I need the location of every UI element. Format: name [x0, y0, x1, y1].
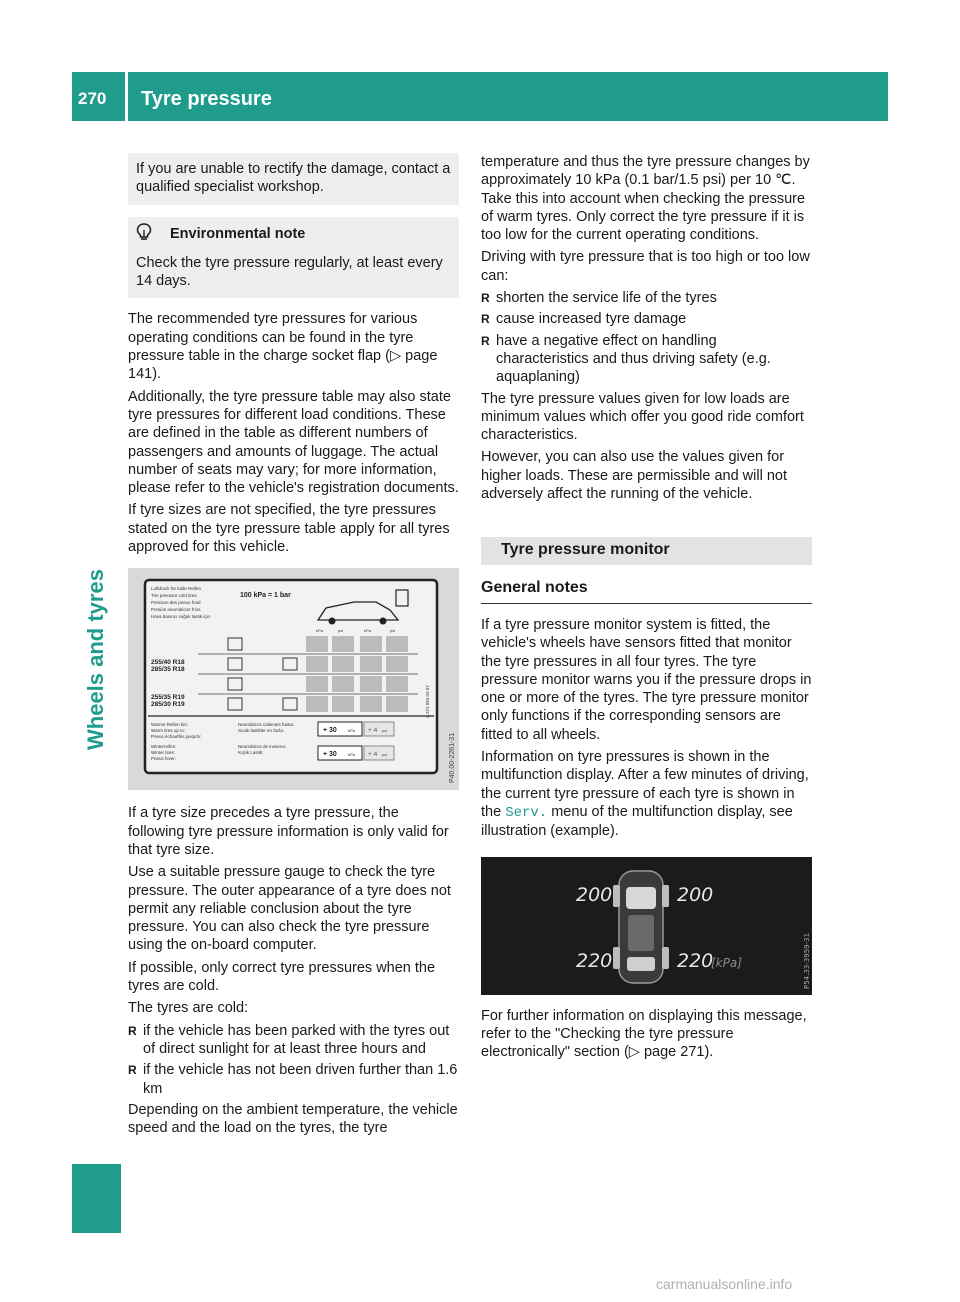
cold-line: Tire pressure cold tires [151, 593, 197, 599]
warm-line: Neumáticos calientes hasta: [238, 722, 295, 728]
unit-psi-header: psi [390, 628, 396, 634]
warm-line: Warme Reifen bis: [151, 722, 188, 728]
side-tab-label: Wheels and tyres [83, 569, 108, 750]
winter-plus-kpa: + 30 [323, 751, 337, 759]
heading-general-notes: General notes [481, 579, 812, 604]
paragraph: Additionally, the tyre pressure table may also state tyre pressures for different load conditions. These are defined in the table as different numbers of passengers and amounts of luggage. The actual number of seats may vary; for more information, please refer to the vehicle's registration documents. [128, 388, 459, 497]
list-item: R if the vehicle has not been driven further than 1.6 km [128, 1061, 459, 1098]
serv-menu-code: Serv. [505, 804, 548, 821]
cold-line: Presión neumáticos fríos [151, 607, 201, 613]
warm-line: Warm tires up to: [151, 728, 186, 734]
paragraph: If tyre sizes are not specified, the tyre pressures stated on the tyre pressure table apply for all tyres approved for this vehicle. [128, 502, 450, 556]
paragraph-text: menu of the multifunction display, see illustration (example). [481, 803, 793, 840]
paragraph: If a tyre pressure monitor system is fitted, the vehicle's wheels have sensors fitted that monitor the tyre pressures in all four tyres. The tyre pressure monitor warns you if the pressure drops in one or more of the tyres. The tyre pressure monitor only functions if the corresponding sensors are fitted to all wheels. [481, 616, 812, 743]
pressure-unit: [kPa] [711, 955, 742, 970]
paragraph: Driving with tyre pressure that is too high or too low can: [481, 249, 810, 284]
env-title: Environmental note [170, 226, 306, 243]
paragraph: If a tyre size precedes a tyre pressure, the following tyre pressure information is only valid for that tyre size. [128, 805, 449, 858]
tyre-pressure-table-figure [128, 568, 459, 790]
paragraph: For further information on displaying this message, refer to the "Checking the tyre pressure electronically" section (▷ page 271). [481, 1007, 807, 1061]
unit-psi-header: psi [338, 628, 344, 634]
cold-conditions-list [128, 1022, 459, 1098]
cold-line: Pression des pneus froid [151, 600, 201, 606]
env-title-row [136, 223, 451, 246]
side-code: A 221 584 03 07 [425, 685, 430, 719]
winter-line: Kışlık Lastik: [238, 750, 264, 756]
unit-kpa-header: kPa [364, 628, 371, 634]
multifunction-display-figure [481, 857, 812, 995]
paragraph: The recommended tyre pressures for various operating conditions can be found in the tyre pressure table in the charge socket flap (▷ page 141). [128, 311, 438, 383]
risk-list [481, 289, 812, 386]
list-item: R if the vehicle has been parked with the tyres out of direct sunlight for at least three hours and [128, 1022, 459, 1059]
front-right-pressure: 200 [677, 883, 714, 906]
winter-line: Winterreifen: [151, 744, 177, 750]
page-number: 270 [78, 89, 107, 108]
car-wheel [380, 618, 387, 625]
watermark: carmanualsonline.info [656, 1276, 793, 1292]
right-column [481, 153, 812, 1065]
car-wheel [329, 618, 336, 625]
tyre-size: 255/35 R19 [151, 694, 185, 702]
tyre-size: 285/35 R18 [151, 666, 185, 674]
tyre-size: 255/40 R18 [151, 659, 185, 667]
section-title: Tyre pressure [141, 88, 272, 110]
rear-right-pressure: 220 [677, 949, 714, 972]
notice-text: If you are unable to rectify the damage, contact a qualified specialist workshop. [136, 161, 451, 196]
cold-line: Hava basıncı soğuk lastik için [151, 614, 211, 620]
paragraph [481, 748, 812, 840]
list-item: R shorten the service life of the tyres [481, 289, 812, 307]
rear-left-pressure: 220 [576, 949, 613, 972]
warm-plus-kpa: + 30 [323, 727, 337, 735]
list-item: R cause increased tyre damage [481, 310, 812, 328]
winter-line: Winter tires: [151, 750, 176, 756]
front-left-pressure: 200 [576, 883, 613, 906]
winter-line: Pneus hiver: [151, 756, 177, 762]
paragraph-text: Information on tyre pressures is shown in the multifunction display. After a few minutes of driving, the current tyre pressure of each tyre is shown in the [481, 749, 809, 820]
winter-psi-unit: psi [382, 752, 388, 758]
cold-line: Luftdruck für kalte Reifen [151, 586, 202, 592]
header-divider [125, 72, 128, 121]
lightbulb-icon [136, 223, 156, 246]
paragraph: However, you can also use the values given for higher loads. These are permissible and will not adversely affect the running of the vehicle. [481, 449, 788, 503]
side-tab-block [72, 1164, 121, 1233]
paragraph: If possible, only correct tyre pressures when the tyres are cold. [128, 959, 436, 995]
environmental-note [128, 217, 459, 299]
warm-line: Pneus échauffés jusqu'à: [151, 734, 202, 740]
env-text: Check the tyre pressure regularly, at least every 14 days. [136, 254, 443, 290]
paragraph: The tyres are cold: [128, 1000, 249, 1017]
unit-kpa-header: kPa [316, 628, 323, 634]
car-top-view-icon [613, 871, 669, 983]
notice-box [128, 153, 459, 205]
winter-plus-psi: + 4 [368, 751, 378, 759]
paragraph: Depending on the ambient temperature, the vehicle speed and the load on the tyres, the tyre [128, 1101, 458, 1137]
figure-ref: P40.00-2261-31 [449, 733, 456, 784]
tyre-size: 285/30 R19 [151, 701, 185, 709]
paragraph: Use a suitable pressure gauge to check the tyre pressure. The outer appearance of a tyre does not permit any reliable conclusion about the tyre pressure. You can also check the tyre pressure using the on-board computer. [128, 864, 451, 954]
warm-line: Sıcak lastikler en fazla: [238, 728, 285, 734]
winter-kpa-unit: kPa [348, 752, 355, 758]
list-item: R have a negative effect on handling characteristics and thus driving safety (e.g. aquaplaning) [481, 332, 812, 387]
left-column [128, 153, 459, 1141]
warm-kpa-unit: kPa [348, 728, 355, 734]
winter-line: Neumáticos de invierno: [238, 744, 287, 750]
warm-plus-psi: + 4 [368, 727, 378, 735]
warm-psi-unit: psi [382, 728, 388, 734]
paragraph: The tyre pressure values given for low loads are minimum values which offer you good ride comfort characteristics. [481, 390, 804, 444]
table-heading: 100 kPa = 1 bar [240, 592, 291, 600]
heading-tyre-pressure-monitor: Tyre pressure monitor [481, 537, 812, 564]
paragraph: temperature and thus the tyre pressure changes by approximately 10 kPa (0.1 bar/1.5 psi) per 10 ℃. Take this into account when checking the pressure of warm tyres. Only correct the tyre pressure if it is too low for the current operating conditions. [481, 154, 810, 244]
figure-ref: P54.33-3959-31 [803, 932, 811, 989]
